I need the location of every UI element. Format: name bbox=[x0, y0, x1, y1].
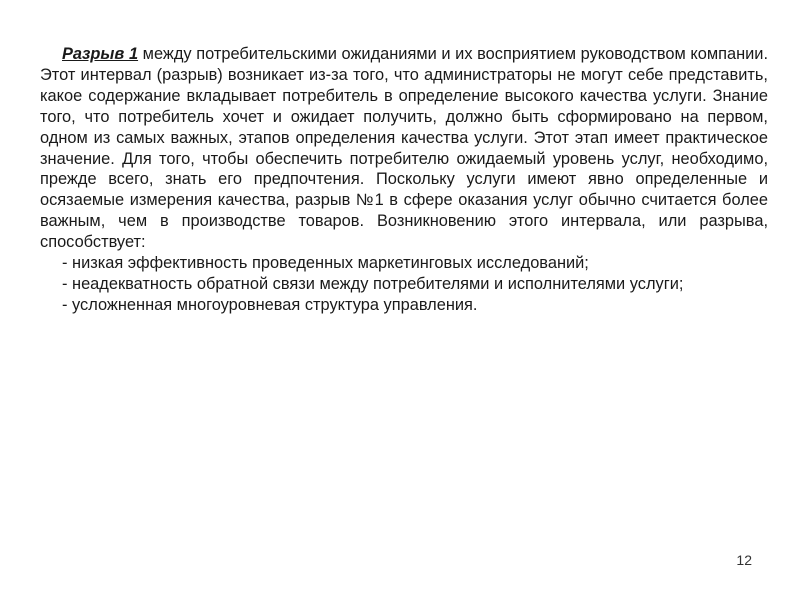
list-item: - усложненная многоуровневая структура управления. bbox=[62, 295, 478, 314]
list-item: - неадекватность обратной связи между потребителями и исполнителями услуги; bbox=[62, 274, 684, 293]
main-paragraph bbox=[40, 44, 768, 253]
paragraph-text: между потребительскими ожиданиями и их восприятием руководством компании. Этот интервал (разрыв) возникает из-за того, что администраторы не могут себе представить, какое содержание вкладывает потребитель в определение высокого качества услуги. Знание того, что потребитель хочет и ожидает получить, должно быть сформировано на первом, одном из самых важных, этапов определения качества услуги. Этот этап имеет практическое значение. Для того, чтобы обеспечить потребителю ожидаемый уровень услуг, необходимо, прежде всего, знать его предпочтения. Поскольку услуги имеют явно определенные и осязаемые измерения качества, разрыв №1 в сфере оказания услуг обычно считается более важным, чем в производстве товаров. Возникновению этого интервала, или разрыва, способствует: bbox=[40, 45, 768, 252]
page-number: 12 bbox=[736, 552, 752, 568]
list-item: - низкая эффективность проведенных маркетинговых исследований; bbox=[62, 254, 589, 273]
slide-body bbox=[40, 44, 768, 316]
lead-term: Разрыв 1 bbox=[62, 45, 139, 63]
